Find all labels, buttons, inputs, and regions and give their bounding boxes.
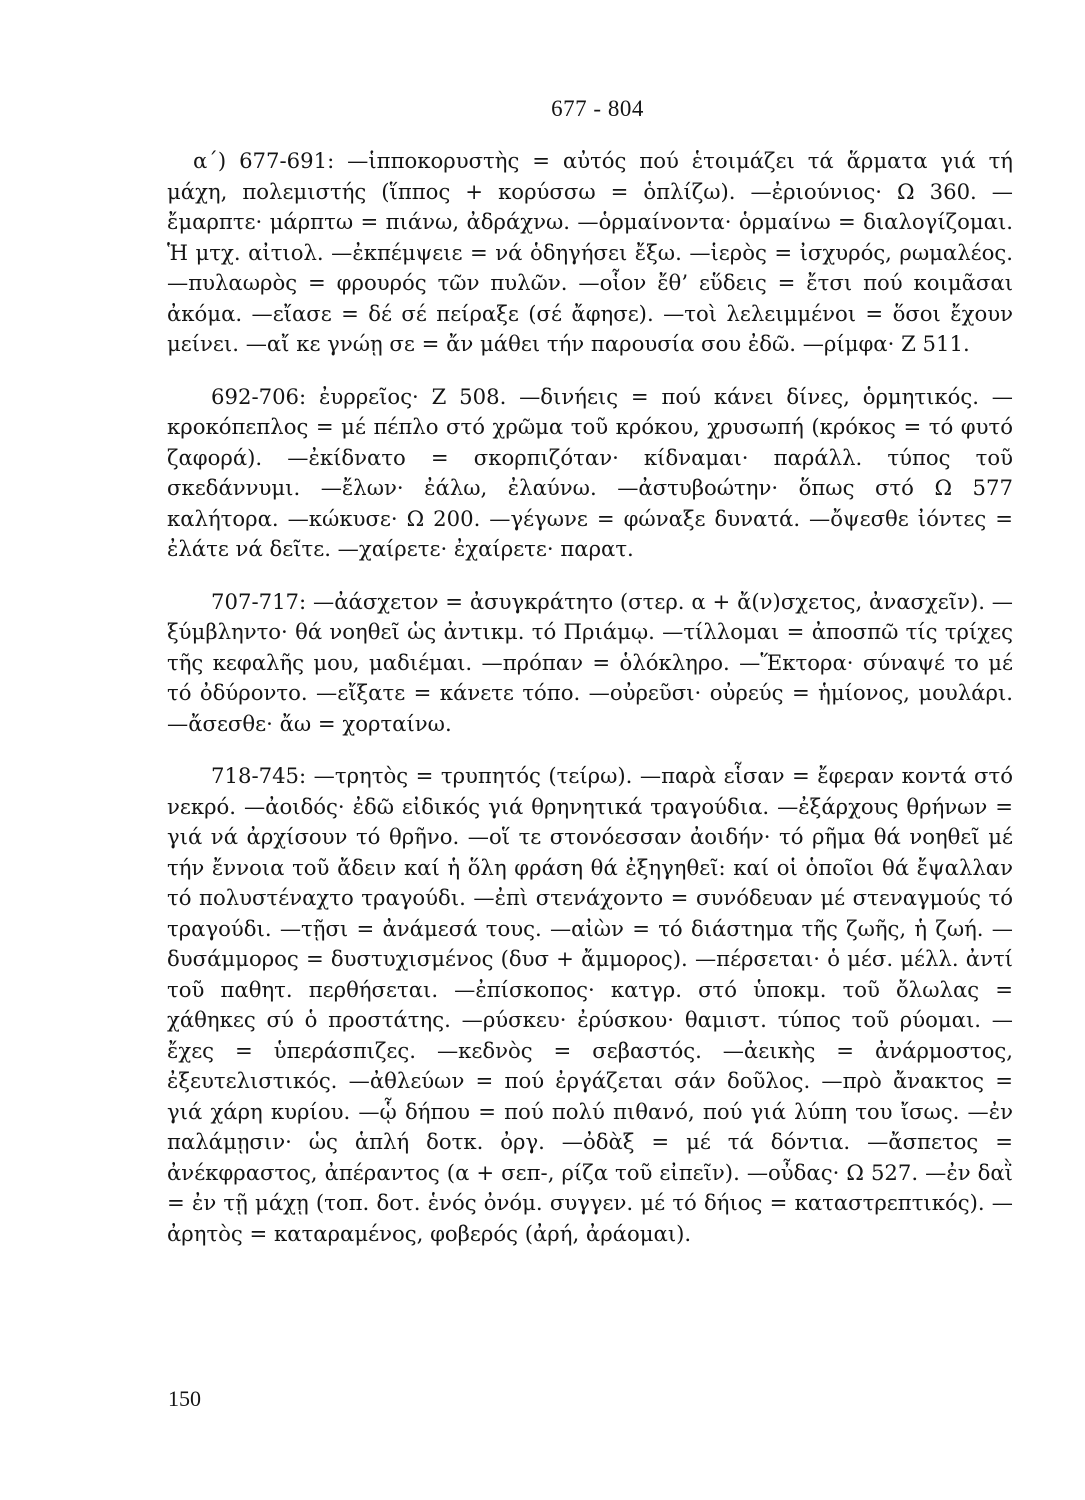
commentary-paragraph-677-691: α΄) 677-691: —ἱπποκορυστὴς = αὐτός πού ἑτοιμάζει τά ἅρματα γιά τή μάχη, πολεμιστής (ἵππος + κορύσσω = ὁπλίζω). —ἐριούνιος· Ω 360. —ἔμαρπτε· μάρπτω = πιάνω, ἀδράχνω. —ὁρμαίνοντα· ὁρμαίνω = διαλογίζομαι. Ἡ μτχ. αἰτιολ. —ἐκπέμψειε = νά ὁδηγήσει ἔξω. —ἱερὸς = ἰσχυρός, ρωμαλέος. —πυλαωρὸς = φρουρός τῶν πυλῶν. —οἷον ἔθ’ εὕδεις = ἔτσι πού κοιμᾶσαι ἀκόμα. —εἴασε = δέ σέ πείραξε (σέ ἄφησε). —τοὶ λελειμμένοι = ὅσοι ἔχουν μείνει. —αἴ κε γνώῃ σε = ἄν μάθει τήν παρουσία σου ἐδῶ. —ρίμφα· Ζ 511. (167, 148, 1013, 356)
page-range-header: 677 - 804 (551, 96, 644, 121)
commentary-paragraph-692-706: 692-706: ἐυρρεῖος· Ζ 508. —δινήεις = πού κάνει δίνες, ὁρμητικός. —κροκόπεπλος = μέ πέπλο στό χρῶμα τοῦ κρόκου, χρυσωπή (κρόκος = τό φυτό ζαφορά). —ἐκίδνατο = σκορπιζόταν· κίδναμαι· παράλλ. τύπος τοῦ σκεδάννυμι. —ἔλων· ἐάλω, ἐλαύνω. —ἀστυβοώτην· ὅπως στό Ω 577 καλήτορα. —κώκυσε· Ω 200. —γέγωνε = φώναξε δυνατά. —ὄψεσθε ἰόντες = ἐλάτε νά δεῖτε. —χαίρετε· ἐχαίρετε· παρατ. (167, 383, 1013, 561)
commentary-body (167, 146, 1013, 1271)
commentary-paragraph-707-717: 707-717: —ἀάσχετον = ἀσυγκράτητο (στερ. α + ἄ(ν)σχετος, ἀνασχεῖν). —ξύμβληντο· θά νοηθεῖ ὡς ἀντικμ. τό Πριάμῳ. —τίλλομαι = ἀποσπῶ τίς τρίχες τῆς κεφαλῆς μου, μαδιέμαι. —πρόπαν = ὁλόκληρο. —Ἕκτορα· σύναψέ το μέ τό ὀδύροντο. —εἴξατε = κάνετε τόπο. —οὐρεῦσι· οὐρεύς = ἡμίονος, μουλάρι. —ἄσεσθε· ἄω = χορταίνω. (167, 588, 1013, 736)
page-number: 150 (168, 1386, 201, 1411)
commentary-paragraph-718-745: 718-745: —τρητὸς = τρυπητός (τείρω). —παρὰ εἷσαν = ἔφεραν κοντά στό νεκρό. —ἀοιδός· ἐδῶ εἰδικός γιά θρηνητικά τραγούδια. —ἐξάρχους θρήνων = γιά νά ἀρχίσουν τό θρῆνο. —οἵ τε στονόεσσαν ἀοιδήν· τό ρῆμα θά νοηθεῖ μέ τήν ἔννοια τοῦ ἄδειν καί ἡ ὅλη φράση θά ἐξηγηθεῖ: καί οἱ ὁποῖοι θά ἔψαλλαν τό πολυστέναχτο τραγούδι. —ἐπὶ στενάχοντο = συνόδευαν μέ στεναγμούς τό τραγούδι. —τῇσι = ἀνάμεσά τους. —αἰὼν = τό διάστημα τῆς ζωῆς, ἡ ζωή. —δυσάμμορος = δυστυχισμένος (δυσ + ἄμμορος). —πέρσεται· ὁ μέσ. μέλλ. ἀντί τοῦ παθητ. περθήσεται. —ἐπίσκοπος· κατγρ. στό ὑποκμ. τοῦ ὄλωλας = χάθηκες σύ ὁ προστάτης. —ρύσκευ· ἐρύσκου· θαμιστ. τύπος τοῦ ρύομαι. —ἔχες = ὑπεράσπιζες. —κεδνὸς = σεβαστός. —ἀεικὴς = ἀνάρμοστος, ἐξευτελιστικός. —ἀθλεύων = πού ἐργάζεται σάν δοῦλος. —πρὸ ἄνακτος = γιά χάρη κυρίου. —ᾧ δήπου = πού πολύ πιθανό, πού γιά λύπη του ἴσως. —ἐν παλάμῃσιν· ὡς ἁπλή δοτκ. ὀργ. —ὀδὰξ = μέ τά δόντια. —ἄσπετος = ἀνέκφραστος, ἀπέραντος (α + σεπ-, ρίζα τοῦ εἰπεῖν). —οὖδας· Ω 527. —ἐν δαῒ = ἐν τῇ μάχῃ (τοπ. δοτ. ἑνός ὀνόμ. συγγεν. μέ τό δήιος = καταστρεπτικός). —ἀρητὸς = καταραμένος, φοβερός (ἀρή, ἀράομαι). (167, 763, 1013, 1246)
